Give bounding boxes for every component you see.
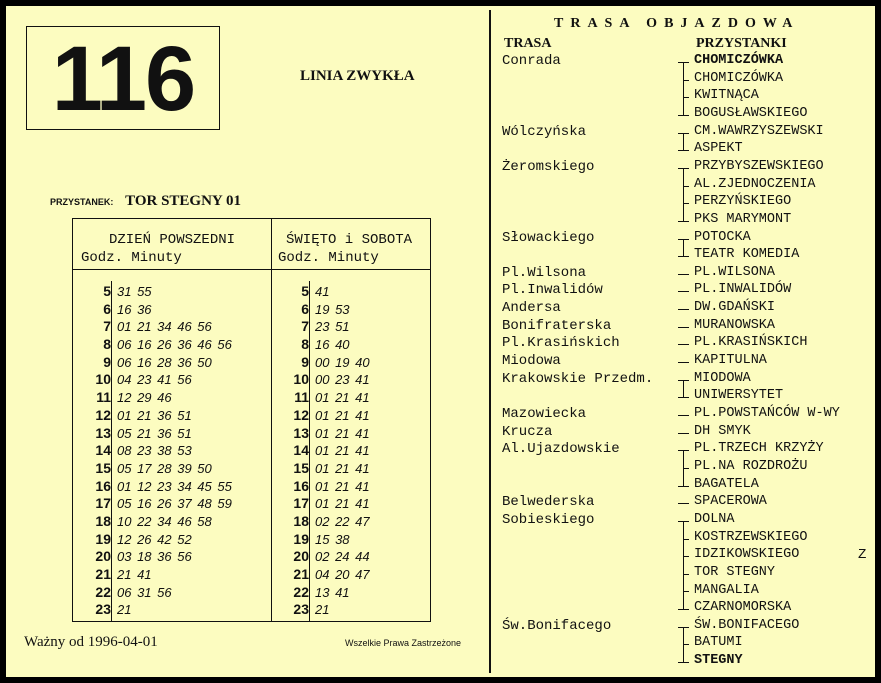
route-stop: DW.GDAŃSKI (694, 300, 776, 316)
holiday-title: ŚWIĘTO i SOBOTA (286, 232, 413, 248)
line-number: 116 (51, 28, 195, 130)
departure-hour: 6 (301, 300, 309, 317)
departure-minutes: 00 19 40 (315, 354, 370, 370)
route-stop: PRZYBYSZEWSKIEGO (694, 158, 824, 174)
route-stop: CM.WAWRZYSZEWSKI (694, 123, 824, 139)
departure-row (81, 495, 271, 513)
departure-row (279, 566, 429, 584)
route-stop: CHOMICZÓWKA (694, 70, 784, 86)
route-street: Bonifraterska (502, 317, 612, 334)
route-stop: DH SMYK (694, 423, 751, 439)
departure-minutes: 05 21 36 51 (117, 425, 192, 441)
departure-minutes: 21 (117, 602, 132, 618)
route-stop: STEGNY (694, 653, 743, 669)
stop-header (50, 193, 241, 210)
departure-row (279, 548, 429, 566)
departure-minutes: 16 36 (117, 301, 152, 317)
departure-minutes: 10 22 34 46 58 (117, 513, 212, 529)
departure-minutes: 05 16 26 37 48 59 (117, 496, 232, 512)
route-street: Krakowskie Przedm. (502, 370, 654, 387)
route-stop: BAGATELA (694, 476, 759, 492)
departure-minutes: 15 38 (315, 531, 350, 547)
route-stop: CHOMICZÓWKA (694, 53, 784, 68)
route-stop: PL.WILSONA (694, 264, 776, 280)
route-stop: IDZIKOWSKIEGO (694, 547, 800, 563)
departure-hour: 10 (293, 371, 309, 388)
departure-hour: 10 (95, 371, 111, 388)
route-stop: MANGALIA (694, 582, 759, 598)
route-stop: MURANOWSKA (694, 317, 776, 333)
route-stop: TEATR KOMEDIA (694, 247, 800, 263)
departure-row (279, 601, 429, 619)
stop-connector (678, 300, 689, 318)
route-street: Conrada (502, 53, 561, 69)
departure-row (81, 601, 271, 619)
departure-hour: 21 (95, 566, 111, 582)
route-stop: MIODOWA (694, 370, 751, 386)
route-street: Mazowiecka (502, 406, 587, 422)
departure-row (81, 425, 271, 443)
departure-hour: 7 (301, 318, 309, 335)
route-stop: PERZYŃSKIEGO (694, 194, 792, 210)
departure-minutes: 08 23 38 53 (117, 443, 192, 459)
departure-minutes: 01 21 41 (315, 496, 370, 512)
stop-connector (678, 424, 689, 442)
line-number-box (26, 26, 220, 130)
departure-hour: 13 (293, 424, 309, 441)
departure-row (279, 584, 429, 602)
departure-row (81, 548, 271, 566)
weekday-title: DZIEŃ POWSZEDNI (109, 232, 236, 248)
stop-connector (678, 441, 689, 494)
departure-row (279, 478, 429, 496)
route-stop: CZARNOMORSKA (694, 600, 792, 616)
departure-row (279, 425, 429, 443)
route-street: Belwederska (502, 494, 595, 511)
route-street: Pl.Wilsona (502, 264, 587, 281)
departure-hour: 21 (293, 566, 309, 582)
departure-hour: 9 (301, 353, 309, 370)
route-stop: PL.TRZECH KRZYŻY (694, 441, 824, 457)
departure-hour: 13 (95, 424, 111, 441)
departure-minutes: 21 41 (117, 567, 152, 582)
route-stop: KAPITULNA (694, 353, 767, 369)
departure-hour: 23 (95, 601, 111, 618)
departure-hour: 11 (294, 389, 309, 406)
stop-connector (678, 512, 689, 618)
departure-minutes: 06 16 28 36 50 (117, 354, 212, 370)
departure-minutes: 21 (315, 602, 330, 618)
departure-hour: 5 (301, 283, 309, 299)
route-stop: PL.KRASIŃSKICH (694, 335, 808, 351)
departure-minutes: 05 17 28 39 50 (117, 460, 212, 476)
departure-row (279, 318, 429, 336)
departure-hour: 8 (301, 336, 309, 353)
departure-hour: 16 (95, 477, 111, 494)
departure-row (81, 460, 271, 478)
departure-row (81, 478, 271, 496)
route-stop: KWITNĄCA (694, 88, 759, 104)
route-street: Żeromskiego (502, 158, 595, 175)
departure-hour: 8 (103, 336, 111, 353)
departure-hour: 16 (293, 477, 309, 494)
departure-row (81, 513, 271, 531)
departure-hour: 12 (293, 406, 309, 423)
departure-minutes: 01 21 41 (315, 407, 370, 423)
rights-notice: Wszelkie Prawa Zastrzeżone (345, 638, 462, 648)
departure-row (279, 513, 429, 531)
departure-row (81, 389, 271, 407)
stop-connector (678, 318, 689, 336)
table-column-divider (271, 219, 272, 621)
departure-row (279, 407, 429, 425)
stop-connector (678, 371, 689, 406)
stop-connector (678, 618, 689, 671)
route-title: TRASA OBJAZDOWA (554, 16, 800, 31)
stop-connector (678, 53, 689, 124)
holiday-subtitle: Godz. Minuty (278, 250, 379, 266)
stop-name: TOR STEGNY 01 (125, 193, 241, 209)
departure-hour: 19 (293, 530, 309, 547)
departure-table (72, 218, 431, 622)
departure-minutes: 12 29 46 (117, 390, 172, 406)
departure-minutes: 06 16 26 36 46 56 (117, 337, 232, 353)
departure-minutes: 19 53 (315, 301, 350, 317)
stop-connector (678, 406, 689, 424)
holiday-rows (279, 283, 429, 619)
departure-hour: 22 (95, 583, 111, 600)
route-stop: ŚW.BONIFACEGO (694, 617, 800, 633)
departure-minutes: 01 21 41 (315, 478, 370, 494)
stop-connector (678, 353, 689, 371)
departure-hour: 19 (95, 530, 111, 547)
departure-hour: 20 (95, 548, 111, 565)
departure-hour: 18 (95, 512, 111, 529)
departure-row (279, 460, 429, 478)
departure-row (81, 566, 271, 584)
stop-connector (678, 265, 689, 283)
center-divider (489, 10, 491, 673)
departure-row (81, 354, 271, 372)
departure-minutes: 01 21 41 (315, 443, 370, 459)
weekday-rows (81, 283, 271, 619)
stop-connector (678, 282, 689, 300)
route-stop: AL.ZJEDNOCZENIA (694, 176, 816, 192)
route-stop: POTOCKA (694, 229, 751, 245)
table-header-divider (73, 269, 430, 270)
route-street: Andersa (502, 300, 561, 317)
route-street: Miodowa (502, 353, 561, 370)
departure-hour: 17 (293, 495, 309, 512)
route-street: Al.Ujazdowskie (502, 441, 620, 458)
departure-minutes: 00 23 41 (315, 372, 370, 388)
departure-minutes: 02 22 47 (315, 513, 370, 529)
departure-row (279, 336, 429, 354)
departure-minutes: 12 26 42 52 (117, 531, 192, 547)
departure-row (81, 371, 271, 389)
departure-row (279, 495, 429, 513)
stop-connector (678, 230, 689, 265)
departure-minutes: 03 18 36 56 (117, 549, 192, 565)
departure-row (81, 584, 271, 602)
route-street: Św.Bonifacego (502, 617, 612, 634)
departure-hour: 23 (293, 601, 309, 618)
departure-row (81, 336, 271, 354)
departure-minutes: 01 21 41 (315, 460, 370, 476)
departure-row (279, 283, 429, 301)
departure-row (279, 531, 429, 549)
departure-row (279, 442, 429, 460)
departure-row (81, 283, 271, 301)
route-street: Sobieskiego (502, 511, 595, 528)
departure-minutes: 01 21 41 (315, 425, 370, 441)
stop-connector (678, 494, 689, 512)
departure-hour: 12 (95, 406, 111, 423)
departure-row (279, 354, 429, 372)
weekday-subtitle: Godz. Minuty (81, 250, 182, 266)
request-stop-flag: Z (858, 547, 867, 564)
route-stop: KOSTRZEWSKIEGO (694, 529, 808, 545)
departure-row (81, 407, 271, 425)
route-street-header: TRASA (504, 36, 552, 51)
stop-label: PRZYSTANEK: (50, 197, 114, 207)
route-stops-header: PRZYSTANKI (696, 36, 787, 51)
route-stop: PKS MARYMONT (694, 211, 792, 227)
departure-minutes: 41 (315, 284, 330, 299)
departure-hour: 15 (95, 459, 111, 476)
departure-minutes: 31 55 (117, 284, 152, 299)
departure-row (81, 531, 271, 549)
departure-row (81, 442, 271, 460)
departure-hour: 7 (103, 318, 111, 335)
departure-hour: 15 (293, 459, 309, 476)
departure-minutes: 06 31 56 (117, 584, 172, 600)
departure-hour: 9 (103, 353, 111, 370)
route-stop: SPACEROWA (694, 494, 767, 510)
departure-hour: 5 (103, 283, 111, 299)
route-street: Pl.Krasińskich (502, 335, 620, 352)
stop-connector (678, 159, 689, 230)
departure-minutes: 01 21 34 46 56 (117, 319, 212, 335)
route-stop: BATUMI (694, 635, 743, 651)
departure-hour: 14 (95, 442, 111, 459)
departure-minutes: 23 51 (315, 319, 350, 335)
departure-hour: 14 (293, 442, 309, 459)
departure-row (81, 318, 271, 336)
route-stop: PL.NA ROZDROŻU (694, 458, 808, 474)
departure-minutes: 04 23 41 56 (117, 372, 192, 388)
departure-minutes: 16 40 (315, 337, 350, 353)
route-stop: DOLNA (694, 511, 735, 527)
departure-hour: 11 (96, 389, 111, 406)
departure-row (81, 301, 271, 319)
departure-hour: 20 (293, 548, 309, 565)
route-street: Wólczyńska (502, 123, 587, 140)
route-stop: TOR STEGNY (694, 564, 776, 580)
valid-from: Ważny od 1996-04-01 (24, 634, 158, 650)
route-stop: BOGUSŁAWSKIEGO (694, 105, 808, 121)
route-street: Krucza (502, 423, 553, 440)
departure-row (279, 371, 429, 389)
route-stop: ASPEKT (694, 141, 743, 157)
route-street: Słowackiego (502, 229, 595, 246)
stop-connector (678, 335, 689, 353)
departure-minutes: 02 24 44 (315, 549, 370, 565)
departure-row (279, 301, 429, 319)
route-stop: PL.POWSTAŃCÓW W-WY (694, 406, 840, 421)
route-stop: UNIWERSYTET (694, 388, 784, 404)
departure-minutes: 13 41 (315, 584, 350, 600)
route-stop: PL.INWALIDÓW (694, 282, 792, 298)
route-street: Pl.Inwalidów (502, 282, 603, 299)
departure-hour: 18 (293, 512, 309, 529)
departure-hour: 22 (293, 583, 309, 600)
line-type: LINIA ZWYKŁA (300, 68, 415, 84)
departure-minutes: 04 20 47 (315, 567, 370, 582)
departure-row (279, 389, 429, 407)
departure-minutes: 01 21 36 51 (117, 407, 192, 423)
departure-minutes: 01 12 23 34 45 55 (117, 478, 232, 494)
departure-minutes: 01 21 41 (315, 390, 370, 406)
timetable-card (6, 6, 875, 677)
departure-hour: 17 (95, 495, 111, 512)
stop-connector (678, 124, 689, 159)
departure-hour: 6 (103, 300, 111, 317)
